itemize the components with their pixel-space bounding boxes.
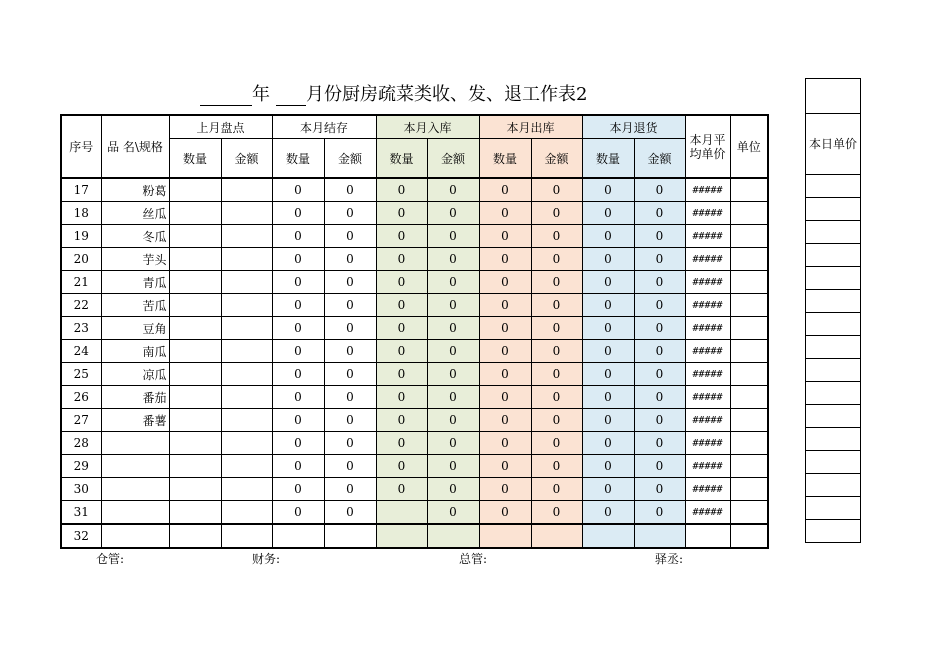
cell-balance-qty[interactable]: 0 [272,340,324,363]
cell-out-qty[interactable] [479,524,531,548]
row-item-name[interactable]: 丝瓜 [101,202,169,225]
row-seq: 20 [61,248,101,271]
cell-in-amount[interactable]: 0 [427,432,479,455]
table-row [61,248,768,271]
side-price-cell[interactable] [806,175,861,198]
table-row [61,409,768,432]
table-row [61,225,768,248]
cell-last-amount[interactable] [221,501,272,525]
cell-in-amount[interactable]: 0 [427,225,479,248]
cell-unit[interactable] [730,409,768,432]
cell-balance-qty[interactable]: 0 [272,432,324,455]
cell-out-amount[interactable]: 0 [531,317,582,340]
cell-return-qty[interactable]: 0 [582,271,634,294]
cell-balance-qty[interactable]: 0 [272,409,324,432]
cell-last-qty[interactable] [169,409,221,432]
table-row [61,524,768,548]
cell-balance-qty[interactable]: 0 [272,455,324,478]
cell-out-amount[interactable]: 0 [531,478,582,501]
cell-out-amount[interactable]: 0 [531,340,582,363]
cell-in-qty[interactable]: 0 [376,202,427,225]
cell-last-amount[interactable] [221,202,272,225]
cell-out-amount[interactable]: 0 [531,225,582,248]
cell-avg-price[interactable]: ##### [685,248,730,271]
cell-in-amount[interactable]: 0 [427,478,479,501]
cell-balance-amount[interactable]: 0 [324,478,376,501]
row-seq: 19 [61,225,101,248]
cell-out-qty[interactable]: 0 [479,386,531,409]
row-item-name[interactable]: 豆角 [101,317,169,340]
side-price-cell[interactable] [806,336,861,359]
cell-return-qty[interactable]: 0 [582,225,634,248]
cell-last-amount[interactable] [221,294,272,317]
cell-avg-price[interactable]: ##### [685,317,730,340]
cell-out-amount[interactable]: 0 [531,202,582,225]
cell-unit[interactable] [730,178,768,202]
cell-avg-price[interactable]: ##### [685,202,730,225]
row-item-name[interactable] [101,524,169,548]
cell-balance-amount[interactable]: 0 [324,248,376,271]
cell-out-qty[interactable]: 0 [479,248,531,271]
header-amount: 金额 [221,139,272,179]
table-row [61,455,768,478]
cell-last-qty[interactable] [169,178,221,202]
cell-unit[interactable] [730,294,768,317]
cell-last-qty[interactable] [169,294,221,317]
side-price-cell[interactable] [806,313,861,336]
cell-balance-qty[interactable]: 0 [272,363,324,386]
cell-out-amount[interactable]: 0 [531,178,582,202]
side-price-table [805,78,861,543]
cell-in-qty[interactable] [376,524,427,548]
cell-in-amount[interactable]: 0 [427,386,479,409]
cell-in-amount[interactable]: 0 [427,317,479,340]
cell-in-qty[interactable]: 0 [376,478,427,501]
cell-in-qty[interactable] [376,501,427,525]
side-price-cell[interactable] [806,198,861,221]
cell-return-amount[interactable]: 0 [634,386,685,409]
cell-unit[interactable] [730,340,768,363]
cell-return-amount[interactable]: 0 [634,363,685,386]
cell-in-qty[interactable]: 0 [376,409,427,432]
row-item-name[interactable] [101,432,169,455]
cell-out-qty[interactable]: 0 [479,501,531,525]
row-seq: 25 [61,363,101,386]
cell-return-qty[interactable]: 0 [582,432,634,455]
cell-in-qty[interactable]: 0 [376,432,427,455]
cell-balance-amount[interactable]: 0 [324,501,376,525]
cell-last-qty[interactable] [169,524,221,548]
cell-out-qty[interactable]: 0 [479,455,531,478]
header-avg-price: 本月平均单价 [685,115,730,178]
cell-out-qty[interactable]: 0 [479,317,531,340]
row-item-name[interactable] [101,455,169,478]
cell-return-amount[interactable]: 0 [634,225,685,248]
side-price-cell[interactable] [806,382,861,405]
cell-return-qty[interactable]: 0 [582,294,634,317]
cell-balance-qty[interactable]: 0 [272,317,324,340]
cell-balance-amount[interactable]: 0 [324,202,376,225]
cell-return-qty[interactable]: 0 [582,409,634,432]
row-item-name[interactable]: 芋头 [101,248,169,271]
cell-last-amount[interactable] [221,478,272,501]
side-price-cell[interactable] [806,474,861,497]
cell-out-qty[interactable]: 0 [479,202,531,225]
row-seq: 21 [61,271,101,294]
cell-return-qty[interactable]: 0 [582,248,634,271]
month-blank[interactable] [276,83,306,106]
cell-return-amount[interactable]: 0 [634,501,685,525]
cell-out-amount[interactable]: 0 [531,294,582,317]
table-row [61,501,768,525]
cell-avg-price[interactable]: ##### [685,478,730,501]
cell-balance-amount[interactable]: 0 [324,432,376,455]
cell-in-amount[interactable]: 0 [427,248,479,271]
header-qty: 数量 [376,139,427,179]
cell-last-amount[interactable] [221,363,272,386]
cell-balance-amount[interactable]: 0 [324,409,376,432]
cell-balance-qty[interactable]: 0 [272,271,324,294]
cell-balance-amount[interactable]: 0 [324,363,376,386]
cell-unit[interactable] [730,363,768,386]
cell-balance-qty[interactable]: 0 [272,294,324,317]
cell-return-amount[interactable]: 0 [634,478,685,501]
cell-last-amount[interactable] [221,340,272,363]
side-price-cell[interactable] [806,290,861,313]
footer-supervisor: 驿丞: [655,552,684,566]
cell-return-amount[interactable]: 0 [634,409,685,432]
cell-last-qty[interactable] [169,248,221,271]
year-suffix: 年 [252,84,270,105]
cell-last-amount[interactable] [221,432,272,455]
cell-in-amount[interactable]: 0 [427,340,479,363]
side-price-cell[interactable] [806,359,861,382]
cell-avg-price[interactable]: ##### [685,455,730,478]
side-price-cell[interactable] [806,520,861,543]
cell-unit[interactable] [730,432,768,455]
cell-balance-amount[interactable]: 0 [324,317,376,340]
cell-unit[interactable] [730,317,768,340]
cell-out-amount[interactable]: 0 [531,455,582,478]
row-seq: 22 [61,294,101,317]
cell-balance-amount[interactable]: 0 [324,386,376,409]
cell-in-qty[interactable]: 0 [376,225,427,248]
cell-last-amount[interactable] [221,409,272,432]
cell-last-amount[interactable] [221,225,272,248]
cell-out-amount[interactable]: 0 [531,248,582,271]
cell-balance-qty[interactable]: 0 [272,501,324,525]
cell-avg-price[interactable]: ##### [685,340,730,363]
cell-out-amount[interactable]: 0 [531,409,582,432]
cell-unit[interactable] [730,501,768,525]
row-seq: 27 [61,409,101,432]
cell-last-amount[interactable] [221,178,272,202]
cell-in-qty[interactable]: 0 [376,455,427,478]
table-row [61,202,768,225]
cell-last-amount[interactable] [221,455,272,478]
cell-last-qty[interactable] [169,363,221,386]
row-seq: 18 [61,202,101,225]
row-seq: 31 [61,501,101,525]
table-row [61,478,768,501]
header-qty: 数量 [582,139,634,179]
cell-avg-price[interactable]: ##### [685,225,730,248]
row-item-name[interactable]: 凉瓜 [101,363,169,386]
header-group-out: 本月出库 [479,115,582,139]
cell-avg-price[interactable]: ##### [685,271,730,294]
cell-avg-price[interactable]: ##### [685,432,730,455]
cell-in-qty[interactable]: 0 [376,386,427,409]
side-top-cell[interactable] [806,79,861,114]
cell-return-qty[interactable]: 0 [582,178,634,202]
cell-in-qty[interactable]: 0 [376,340,427,363]
cell-balance-amount[interactable]: 0 [324,225,376,248]
cell-balance-qty[interactable]: 0 [272,478,324,501]
cell-out-qty[interactable]: 0 [479,294,531,317]
cell-out-amount[interactable]: 0 [531,501,582,525]
header-group-last-month: 上月盘点 [169,115,272,139]
cell-return-amount[interactable]: 0 [634,178,685,202]
cell-unit[interactable] [730,524,768,548]
cell-unit[interactable] [730,271,768,294]
cell-out-qty[interactable]: 0 [479,178,531,202]
side-price-cell[interactable] [806,267,861,290]
cell-in-qty[interactable]: 0 [376,271,427,294]
header-group-balance: 本月结存 [272,115,376,139]
cell-in-amount[interactable]: 0 [427,363,479,386]
header-amount: 金额 [634,139,685,179]
cell-balance-amount[interactable]: 0 [324,294,376,317]
cell-in-amount[interactable] [427,524,479,548]
table-row [61,386,768,409]
row-item-name[interactable]: 青瓜 [101,271,169,294]
cell-return-amount[interactable] [634,524,685,548]
cell-out-qty[interactable]: 0 [479,225,531,248]
row-seq: 29 [61,455,101,478]
cell-balance-qty[interactable]: 0 [272,248,324,271]
cell-return-amount[interactable]: 0 [634,317,685,340]
cell-return-qty[interactable] [582,524,634,548]
header-qty: 数量 [479,139,531,179]
header-group-return: 本月退货 [582,115,685,139]
table-row [61,340,768,363]
inventory-table [60,114,769,549]
row-item-name[interactable]: 粉葛 [101,178,169,202]
cell-in-amount[interactable]: 0 [427,409,479,432]
cell-in-qty[interactable]: 0 [376,317,427,340]
cell-return-amount[interactable]: 0 [634,202,685,225]
cell-last-amount[interactable] [221,271,272,294]
cell-return-amount[interactable]: 0 [634,432,685,455]
cell-in-qty[interactable]: 0 [376,294,427,317]
cell-last-amount[interactable] [221,248,272,271]
side-price-cell[interactable] [806,244,861,267]
table-row [61,432,768,455]
header-group-in: 本月入库 [376,115,479,139]
cell-last-qty[interactable] [169,386,221,409]
cell-avg-price[interactable] [685,524,730,548]
cell-last-qty[interactable] [169,225,221,248]
cell-in-amount[interactable]: 0 [427,178,479,202]
table-row [61,178,768,202]
side-price-cell[interactable] [806,221,861,244]
cell-unit[interactable] [730,386,768,409]
cell-out-qty[interactable]: 0 [479,363,531,386]
row-seq: 30 [61,478,101,501]
cell-return-qty[interactable]: 0 [582,340,634,363]
cell-avg-price[interactable]: ##### [685,501,730,525]
cell-return-amount[interactable]: 0 [634,271,685,294]
cell-balance-amount[interactable]: 0 [324,178,376,202]
cell-unit[interactable] [730,478,768,501]
row-item-name[interactable]: 番茄 [101,386,169,409]
side-price-cell[interactable] [806,405,861,428]
cell-out-amount[interactable]: 0 [531,363,582,386]
cell-out-qty[interactable]: 0 [479,409,531,432]
row-item-name[interactable]: 南瓜 [101,340,169,363]
cell-out-qty[interactable]: 0 [479,432,531,455]
cell-out-qty[interactable]: 0 [479,340,531,363]
cell-out-amount[interactable]: 0 [531,271,582,294]
cell-return-qty[interactable]: 0 [582,202,634,225]
cell-in-amount[interactable]: 0 [427,271,479,294]
cell-in-qty[interactable]: 0 [376,178,427,202]
cell-balance-amount[interactable]: 0 [324,271,376,294]
cell-last-amount[interactable] [221,386,272,409]
header-amount: 金额 [324,139,376,179]
row-item-name[interactable]: 番薯 [101,409,169,432]
side-price-cell[interactable] [806,497,861,520]
cell-return-qty[interactable]: 0 [582,363,634,386]
cell-out-qty[interactable]: 0 [479,271,531,294]
cell-unit[interactable] [730,248,768,271]
table-row [61,317,768,340]
side-header: 本日单价 [806,114,861,175]
row-seq: 26 [61,386,101,409]
cell-last-qty[interactable] [169,455,221,478]
cell-out-qty[interactable]: 0 [479,478,531,501]
row-item-name[interactable]: 冬瓜 [101,225,169,248]
header-qty: 数量 [272,139,324,179]
cell-last-qty[interactable] [169,317,221,340]
cell-return-qty[interactable]: 0 [582,455,634,478]
header-amount: 金额 [427,139,479,179]
footer-finance: 财务: [252,552,281,566]
cell-last-qty[interactable] [169,202,221,225]
cell-avg-price[interactable]: ##### [685,409,730,432]
table-row [61,271,768,294]
cell-last-qty[interactable] [169,501,221,525]
side-price-cell[interactable] [806,451,861,474]
table-row [61,294,768,317]
cell-return-qty[interactable]: 0 [582,386,634,409]
cell-last-amount[interactable] [221,317,272,340]
cell-return-amount[interactable]: 0 [634,340,685,363]
footer-warehouse: 仓管: [96,552,125,566]
cell-balance-qty[interactable]: 0 [272,178,324,202]
cell-last-qty[interactable] [169,271,221,294]
cell-in-qty[interactable]: 0 [376,248,427,271]
cell-balance-qty[interactable]: 0 [272,225,324,248]
cell-return-amount[interactable]: 0 [634,248,685,271]
cell-unit[interactable] [730,202,768,225]
row-seq: 32 [61,524,101,548]
cell-return-amount[interactable]: 0 [634,294,685,317]
sheet-title [200,80,587,106]
cell-return-qty[interactable]: 0 [582,478,634,501]
cell-return-qty[interactable]: 0 [582,317,634,340]
cell-last-qty[interactable] [169,432,221,455]
cell-in-amount[interactable]: 0 [427,202,479,225]
header-amount: 金额 [531,139,582,179]
title-text: 月份厨房疏菜类收、发、退工作表2 [306,84,588,105]
cell-unit[interactable] [730,455,768,478]
cell-in-amount[interactable]: 0 [427,501,479,525]
cell-last-amount[interactable] [221,524,272,548]
cell-balance-qty[interactable]: 0 [272,202,324,225]
cell-in-amount[interactable]: 0 [427,294,479,317]
row-seq: 24 [61,340,101,363]
row-item-name[interactable] [101,501,169,525]
cell-out-amount[interactable] [531,524,582,548]
cell-return-qty[interactable]: 0 [582,501,634,525]
header-seq: 序号 [61,115,101,178]
cell-avg-price[interactable]: ##### [685,178,730,202]
row-seq: 28 [61,432,101,455]
cell-balance-qty[interactable] [272,524,324,548]
cell-balance-amount[interactable] [324,524,376,548]
header-name: 品 名\规格 [101,115,169,178]
cell-balance-amount[interactable]: 0 [324,455,376,478]
cell-out-amount[interactable]: 0 [531,386,582,409]
side-price-cell[interactable] [806,428,861,451]
year-blank[interactable] [200,83,252,106]
cell-unit[interactable] [730,225,768,248]
cell-avg-price[interactable]: ##### [685,363,730,386]
cell-last-qty[interactable] [169,478,221,501]
footer-manager: 总管: [459,552,488,566]
header-unit: 单位 [730,115,768,178]
cell-return-amount[interactable]: 0 [634,455,685,478]
row-item-name[interactable] [101,478,169,501]
table-row [61,363,768,386]
header-qty: 数量 [169,139,221,179]
cell-balance-qty[interactable]: 0 [272,386,324,409]
cell-balance-amount[interactable]: 0 [324,340,376,363]
cell-avg-price[interactable]: ##### [685,386,730,409]
cell-last-qty[interactable] [169,340,221,363]
cell-in-qty[interactable]: 0 [376,363,427,386]
cell-out-amount[interactable]: 0 [531,432,582,455]
row-item-name[interactable]: 苦瓜 [101,294,169,317]
cell-in-amount[interactable]: 0 [427,455,479,478]
cell-avg-price[interactable]: ##### [685,294,730,317]
row-seq: 17 [61,178,101,202]
row-seq: 23 [61,317,101,340]
